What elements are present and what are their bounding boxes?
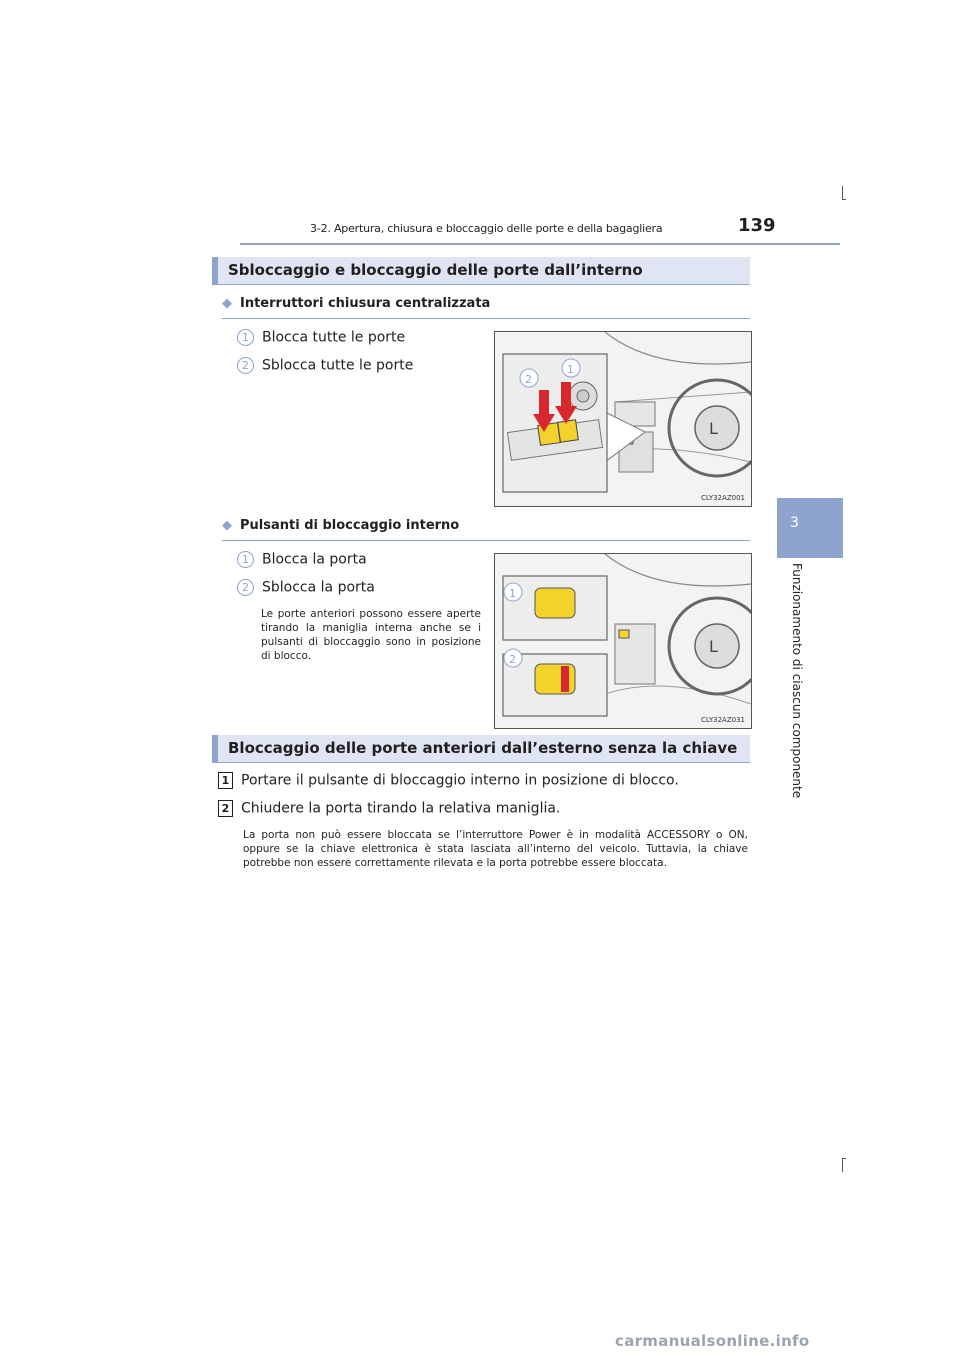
list-item bbox=[237, 357, 413, 374]
illustration-central-lock-switches bbox=[494, 331, 752, 507]
step-item bbox=[218, 800, 560, 817]
note-text: Le porte anteriori possono essere aperte tirando la maniglia interna anche se i pulsanti di bloccaggio sono in posizione di blocco. bbox=[261, 608, 481, 662]
step-number: 2 bbox=[218, 800, 233, 817]
subsection-rule-2 bbox=[222, 540, 750, 541]
running-header-title: 3-2. Apertura, chiusura e bloccaggio delle porte e della bagagliera bbox=[310, 222, 663, 235]
circled-number: 2 bbox=[237, 579, 254, 596]
circled-number: 2 bbox=[237, 357, 254, 374]
subsection-heading-2 bbox=[222, 518, 459, 533]
diamond-icon: ◆ bbox=[222, 296, 232, 311]
crop-mark-bottom-foot bbox=[842, 1158, 846, 1159]
step-note-text: La porta non può essere bloccata se l’interruttore Power è in modalità ACCESSORY o ON, oppure se la chiave elettronica è stata lasciata all’interno del veicolo. Tuttavia, la chiave potrebbe non essere correttamente rilevata e la porta potrebbe essere bloccata. bbox=[243, 829, 748, 869]
crop-mark-bottom bbox=[842, 1158, 843, 1172]
section-heading-2 bbox=[212, 735, 750, 763]
step-number: 1 bbox=[218, 772, 233, 789]
subsection-heading-2-text: Pulsanti di bloccaggio interno bbox=[240, 518, 460, 533]
section-heading-1-text: Sbloccaggio e bloccaggio delle porte dall’interno bbox=[228, 261, 643, 279]
illustration-inside-lock-buttons bbox=[494, 553, 752, 729]
chapter-tab bbox=[777, 498, 843, 558]
list-item-text: Sblocca la porta bbox=[262, 579, 375, 596]
list-item bbox=[237, 579, 375, 596]
svg-text:2: 2 bbox=[525, 373, 532, 386]
inside-lock-drawing bbox=[495, 554, 751, 728]
central-lock-drawing bbox=[495, 332, 751, 506]
list-item-text: Blocca tutte le porte bbox=[262, 329, 406, 346]
list-item-text: Blocca la porta bbox=[262, 551, 367, 568]
header-rule bbox=[240, 243, 840, 245]
svg-text:1: 1 bbox=[567, 363, 574, 376]
list-item bbox=[237, 551, 367, 568]
circled-number: 1 bbox=[237, 551, 254, 568]
chapter-tab-label: Funzionamento di ciascun componente bbox=[790, 563, 804, 799]
image-code: CLY32AZ031 bbox=[701, 716, 745, 724]
svg-text:L: L bbox=[709, 637, 718, 656]
step-text: Portare il pulsante di bloccaggio interno in posizione di blocco. bbox=[241, 772, 679, 789]
crop-mark-top-foot bbox=[842, 199, 846, 200]
list-item bbox=[237, 329, 405, 346]
list-item-text: Sblocca tutte le porte bbox=[262, 357, 414, 374]
crop-mark-top bbox=[842, 186, 843, 200]
chapter-tab-number: 3 bbox=[790, 515, 799, 531]
subsection-rule-1 bbox=[222, 318, 750, 319]
subsection-heading-1 bbox=[222, 296, 490, 311]
page-number: 139 bbox=[738, 215, 776, 236]
diamond-icon: ◆ bbox=[222, 518, 232, 533]
svg-text:L: L bbox=[709, 419, 718, 438]
step-text: Chiudere la porta tirando la relativa maniglia. bbox=[241, 800, 561, 817]
watermark-text: carmanualsonline.info bbox=[615, 1332, 810, 1350]
section-heading-2-text: Bloccaggio delle porte anteriori dall’esterno senza la chiave bbox=[228, 739, 738, 757]
image-code: CLY32AZ001 bbox=[701, 494, 745, 502]
svg-text:2: 2 bbox=[509, 653, 516, 666]
step-item bbox=[218, 772, 679, 789]
svg-text:1: 1 bbox=[509, 587, 516, 600]
circled-number: 1 bbox=[237, 329, 254, 346]
subsection-heading-1-text: Interruttori chiusura centralizzata bbox=[240, 296, 491, 311]
section-heading-1 bbox=[212, 257, 750, 285]
